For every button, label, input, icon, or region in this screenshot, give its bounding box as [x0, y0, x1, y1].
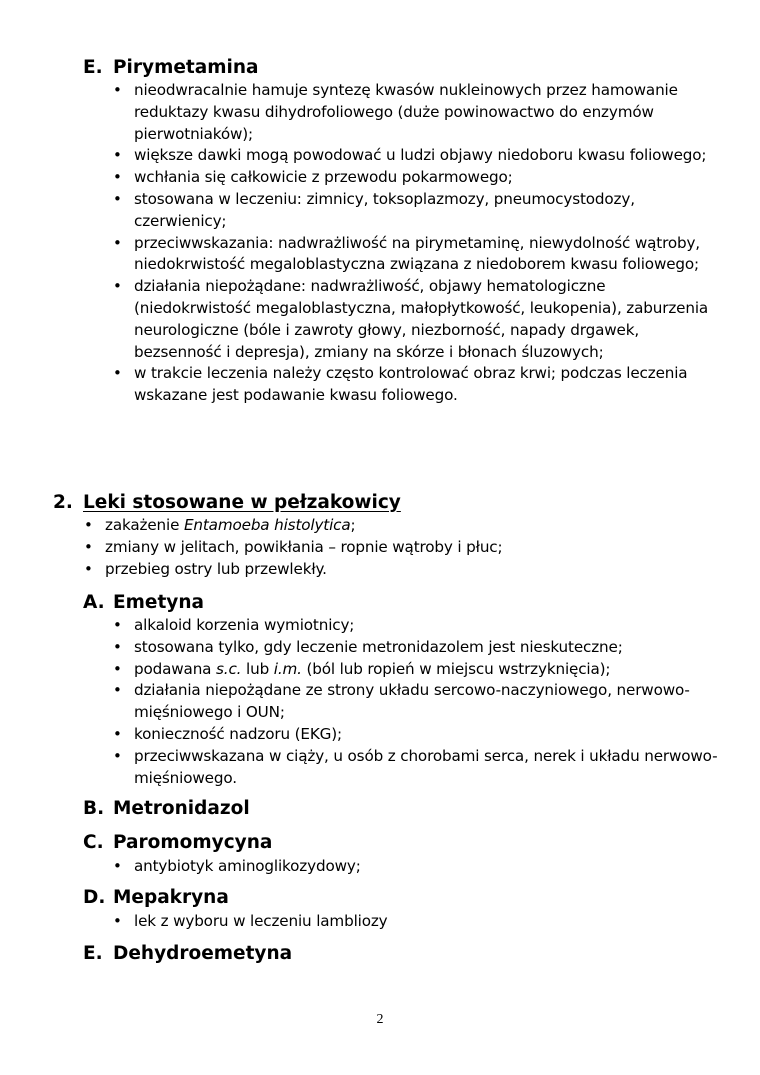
- list-item: • wchłania się całkowicie z przewodu pokarmowego;: [113, 168, 513, 187]
- heading-emetyna: A. Emetyna: [83, 592, 205, 613]
- heading-mepakryna: D. Mepakryna: [83, 887, 229, 908]
- list-item: • konieczność nadzoru (EKG);: [113, 724, 342, 743]
- list-item: • działania niepożądane: nadwrażliwość, objawy hematologiczne (niedokrwistość megaloblastyczna, małopłytkowość, leukopenia), zaburzenia neurologiczne (bóle i zawroty głowy, niezborność, napady drgawek, bezsenność i depresja), zmiany na skórze i błonach śluzowych;: [113, 277, 709, 361]
- list-item: • stosowana w leczeniu: zimnicy, toksoplazmozy, pneumocystodozy, czerwienicy;: [113, 189, 635, 230]
- list-item: • zmiany w jelitach, powikłania – ropnie wątroby i płuc;: [84, 537, 503, 556]
- list-item: • działania niepożądane ze strony układu sercowo-naczyniowego, nerwowo-mięśniowego i OUN;: [113, 681, 690, 722]
- list-item: • alkaloid korzenia wymiotnicy;: [113, 616, 355, 634]
- page-number: 2: [376, 1012, 384, 1027]
- list-item: • przebieg ostry lub przewlekły.: [84, 559, 327, 578]
- list-item: • w trakcie leczenia należy często kontrolować obraz krwi; podczas leczenia wskazane jest podawanie kwasu foliowego.: [113, 364, 688, 405]
- heading-dehydroemetyna: E. Dehydroemetyna: [83, 943, 293, 964]
- heading-leki-pelzakowica: 2. Leki stosowane w pełzakowicy: [53, 492, 401, 513]
- heading-pirymetamina: E. Pirymetamina: [83, 57, 259, 78]
- list-item: • przeciwwskazania: nadwrażliwość na pirymetaminę, niewydolność wątroby, niedokrwistość megaloblastyczna związana z niedoborem kwasu foliowego;: [113, 233, 700, 274]
- paromomycyna-bullet-list: [113, 856, 719, 878]
- heading-paromomycyna: C. Paromomycyna: [83, 832, 273, 853]
- list-item: • stosowana tylko, gdy leczenie metronidazolem jest nieskuteczne;: [113, 637, 623, 656]
- list-item: • nieodwracalnie hamuje syntezę kwasów nukleinowych przez hamowanie reduktazy kwasu dihydrofoliowego (duże powinowactwo do enzymów pierwotniaków);: [113, 81, 678, 143]
- pelzakowica-bullet-list: [84, 515, 705, 580]
- list-item: • podawana s.c. lub i.m. (ból lub ropień w miejscu wstrzyknięcia);: [113, 659, 611, 678]
- list-item: • antybiotyk aminoglikozydowy;: [113, 857, 361, 875]
- list-item: • lek z wyboru w leczeniu lambliozy: [113, 912, 388, 930]
- list-item: • zakażenie Entamoeba histolytica;: [84, 516, 356, 534]
- emetyna-bullet-list: [113, 615, 719, 789]
- list-item: • przeciwwskazana w ciąży, u osób z chorobami serca, nerek i układu nerwowo-mięśniowego.: [113, 746, 718, 787]
- mepakryna-bullet-list: [113, 911, 719, 933]
- pirymetamina-bullet-list: [113, 80, 719, 407]
- list-item: • większe dawki mogą powodować u ludzi objawy niedoboru kwasu foliowego;: [113, 146, 707, 165]
- heading-metronidazol: B. Metronidazol: [83, 798, 250, 819]
